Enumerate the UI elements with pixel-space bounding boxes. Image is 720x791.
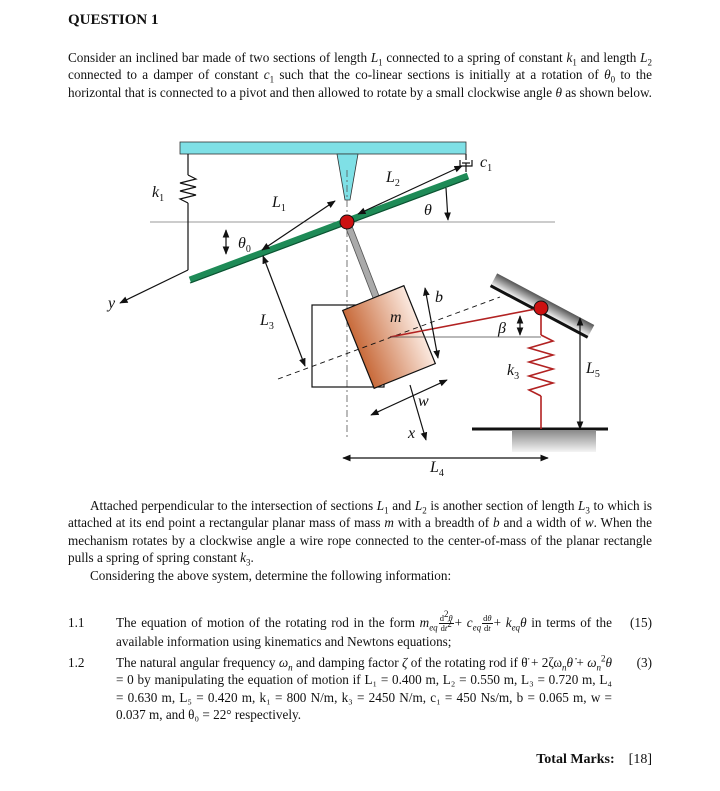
label-k1: $k_1$ — [152, 184, 165, 204]
inclined-bar — [190, 176, 468, 280]
item-marks: (15) — [630, 615, 652, 630]
wall-pivot — [534, 301, 548, 315]
label-m: m — [390, 309, 402, 326]
ground — [472, 429, 608, 452]
damper-c1 — [460, 154, 472, 172]
label-theta0: $\theta_0$ — [238, 235, 251, 255]
label-x: x — [408, 425, 416, 442]
total-marks: Total Marks: [18] — [536, 752, 652, 767]
label-c1: $c_1$ — [480, 154, 493, 174]
item-number: 1.2 — [68, 654, 85, 670]
description-paragraph: Attached perpendicular to the intersection of sections $L_1$ and $L_2$ is another section of length $L_3$ to which is attached at its end point a rectangular planar mass of mass m with a breadth of b and a width of w. When the mechanism rotates by a clockwise angle a wire rope connected to the center-of-mass of the planar rectangle pulls a spring of spring constant $k_3$. — [68, 498, 653, 568]
label-theta: θ — [424, 202, 432, 219]
item-text: The equation of motion of the rotating rod in the form $m_{eq}$ $\frac{d^2\theta}{dt^2}$ + $c_{eq}$ $\frac{d\theta}{dt}$ + $k_{eq}\theta$ in terms of the available information using kinematics and Newtons equations; — [116, 609, 612, 650]
label-l3: $L_3$ — [260, 312, 274, 332]
question-items — [68, 609, 652, 724]
label-l4: $L_4$ — [430, 459, 444, 479]
label-beta: β — [498, 320, 506, 337]
rod-l3 — [347, 222, 378, 302]
intro-paragraph: Consider an inclined bar made of two sections of length $L_1$ connected to a spring of constant $k_1$ and length $L_2$ connected to a damper of constant $c_1$ such that the co-linear sections is initially at a rotation of $\theta_0$ to the horizontal that is connected to a pivot and then allowed to rotate by a small clockwise angle θ as shown below. — [68, 50, 652, 100]
question-item-1-1 — [68, 609, 652, 651]
label-l1: $L_1$ — [272, 194, 286, 214]
question-title: QUESTION 1 — [68, 12, 159, 28]
spring-k1 — [180, 154, 196, 270]
mechanism-figure — [0, 130, 720, 480]
label-b: b — [435, 289, 443, 306]
label-y: y — [108, 295, 116, 312]
item-text: The natural angular frequency $\omega_n$ and damping factor ζ of the rotating rod if θ̈ + $2\zeta\omega_n\thetȧ + \omega_n^2\theta = 0$ by manipulating the equation of motion if L₁ = 0.400 m, L₂ = 0.550 m, L₃ = 0.720 m, L₄ = 0.630 m, L₅ = 0.420 m, k₁ = 800 N/m, k₃ = 2450 N/m, c₁ = 450 Ns/m, b = 0.065 m, w = 0.037 m, and θ₀ = 22° respectively. — [116, 653, 612, 723]
label-l5: $L_5$ — [586, 360, 600, 380]
item-marks: (3) — [636, 654, 652, 670]
label-w: w — [418, 393, 429, 410]
item-number: 1.1 — [68, 615, 85, 630]
pivot — [340, 215, 354, 229]
instruction-paragraph: Considering the above system, determine the following information: — [90, 568, 452, 583]
spring-k3 — [529, 308, 553, 429]
label-l2: $L_2$ — [386, 169, 400, 189]
question-item-1-2 — [68, 654, 652, 724]
label-k3: $k_3$ — [507, 362, 520, 382]
